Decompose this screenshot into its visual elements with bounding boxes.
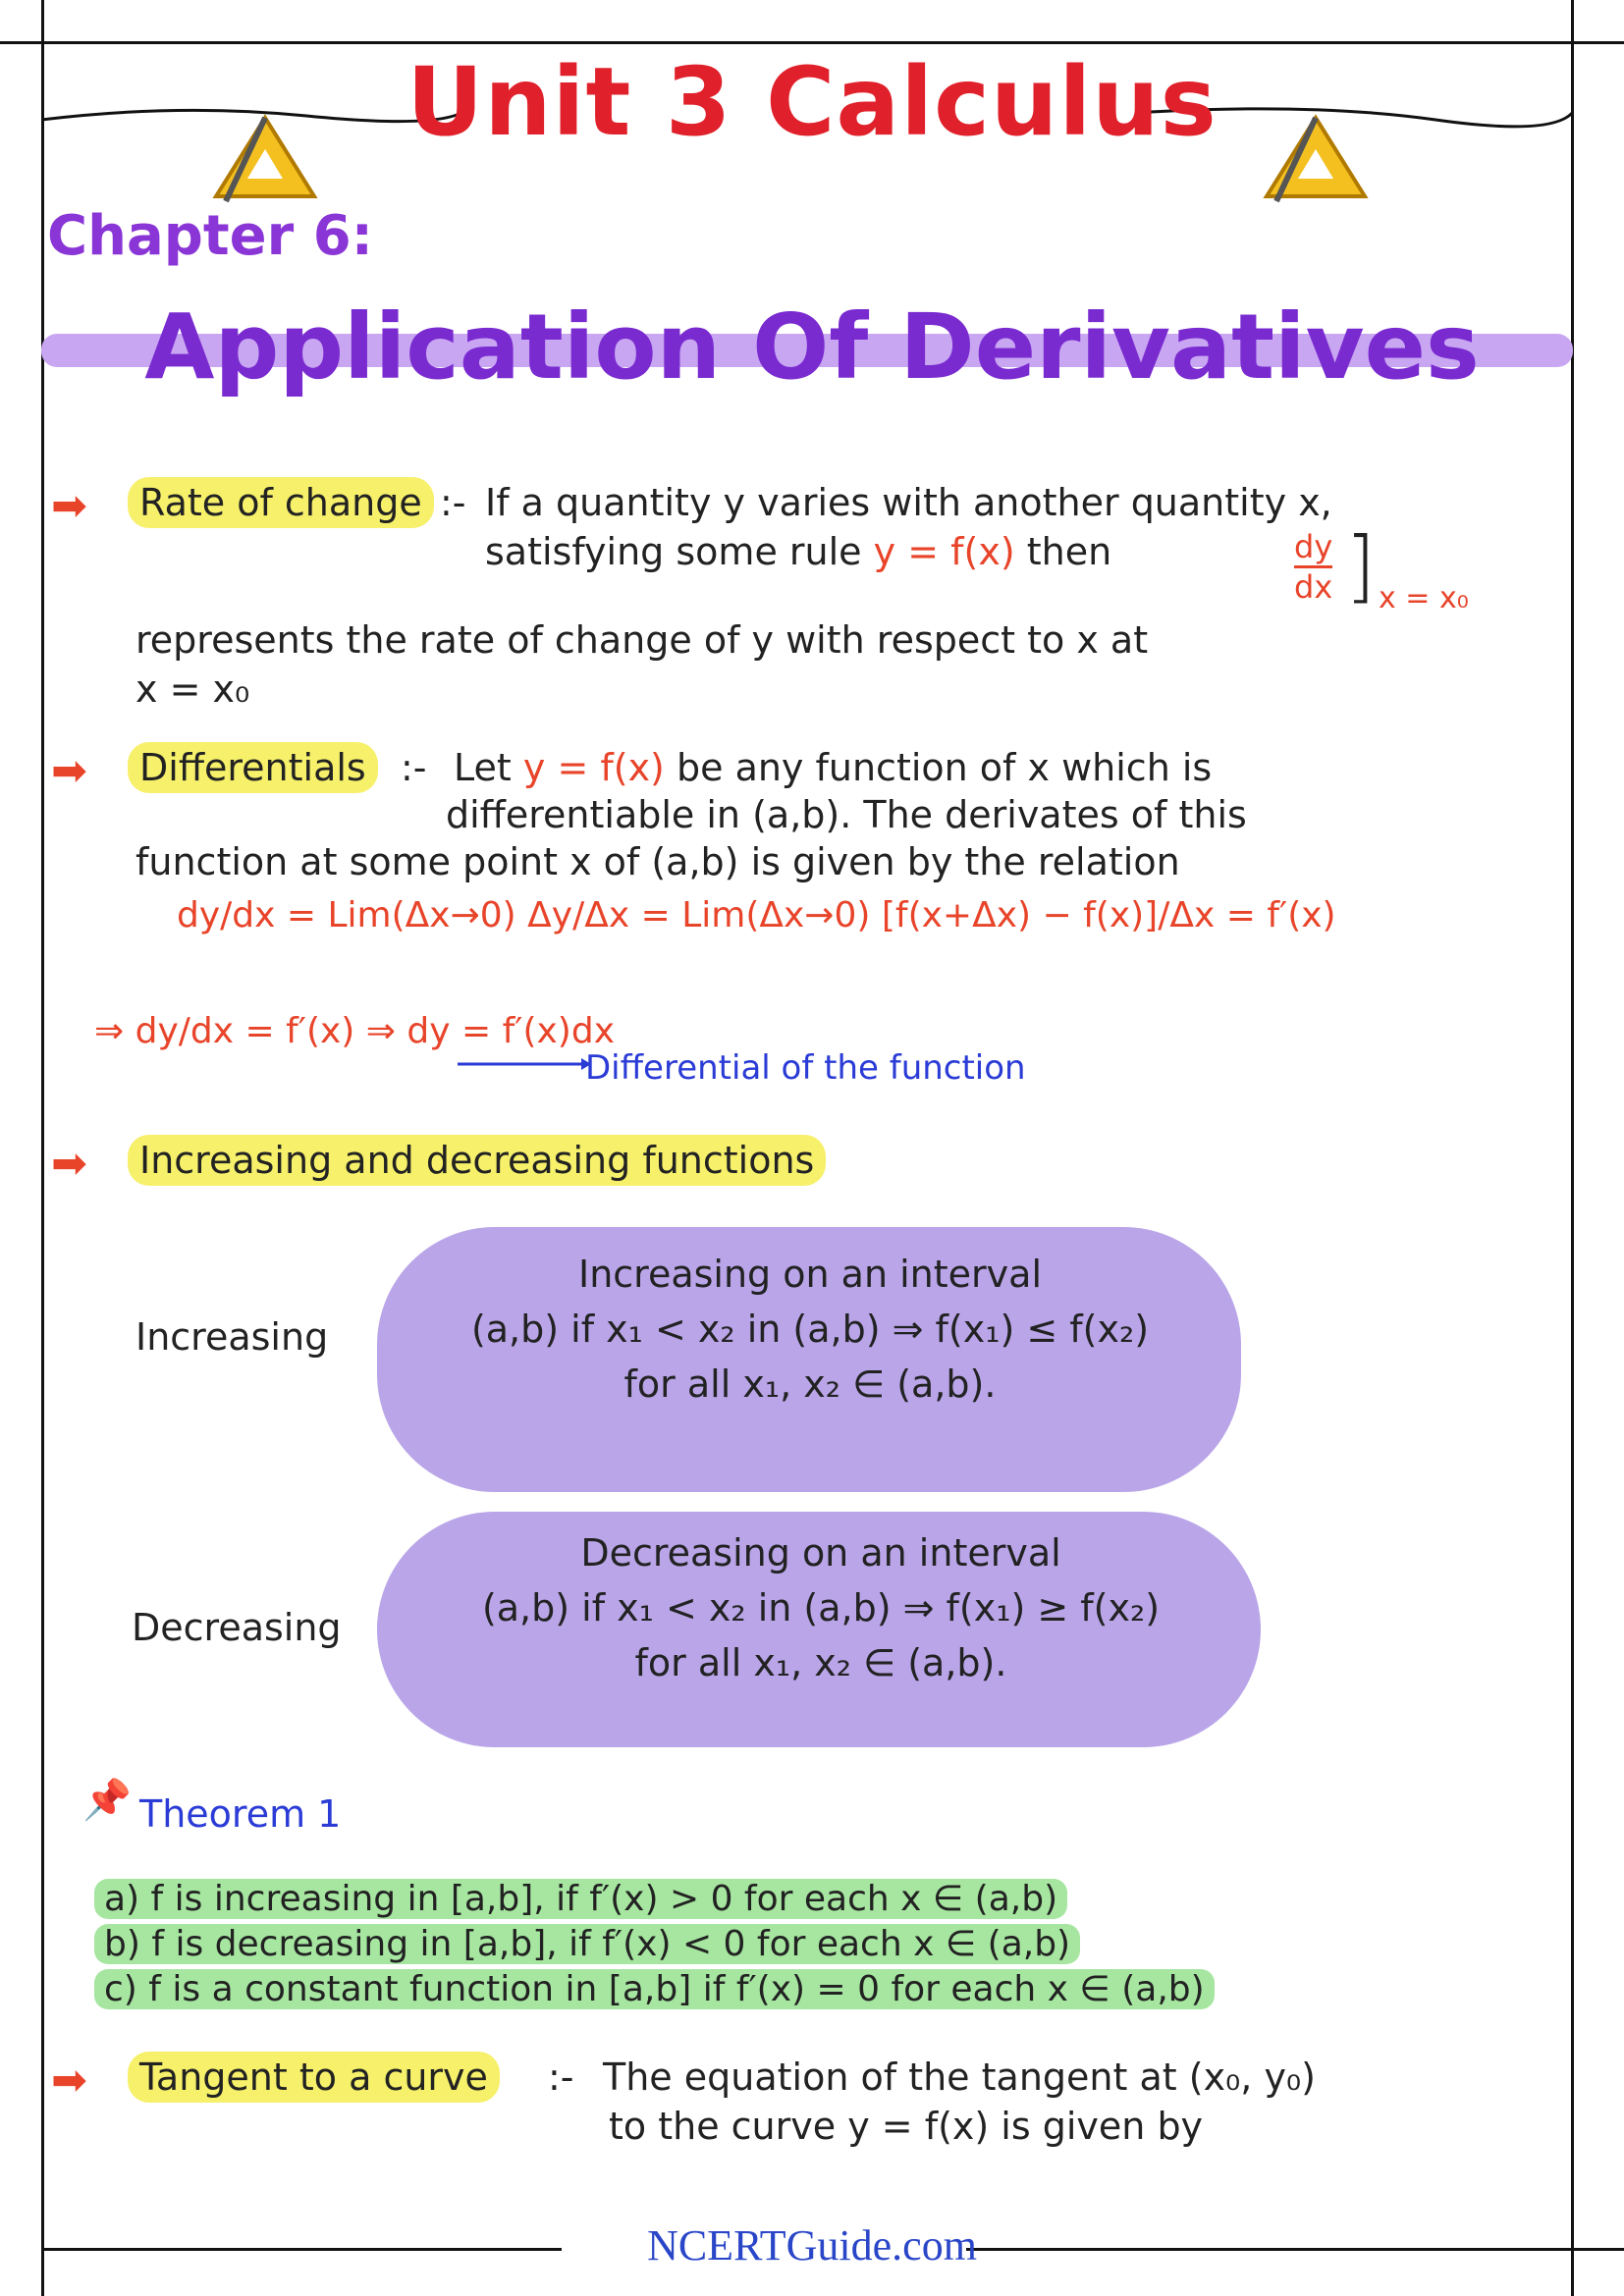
differentials-sep: :- bbox=[401, 746, 427, 789]
differential-note: Differential of the function bbox=[585, 1048, 1026, 1088]
chapter-subtitle: Application Of Derivatives bbox=[144, 294, 1480, 400]
page-border-top bbox=[0, 41, 1624, 44]
annotation-arrow bbox=[454, 1035, 591, 1074]
rate-of-change-line1: If a quantity y varies with another quantity x, bbox=[485, 481, 1332, 524]
inc-dec-heading: Increasing and decreasing functions bbox=[128, 1139, 826, 1182]
increasing-definition: Increasing on an interval (a,b) if x₁ < x₂ in (a,b) ⇒ f(x₁) ≤ f(x₂) for all x₁, x₂ ∈ (a,b). bbox=[470, 1253, 1150, 1406]
differentials-line2: differentiable in (a,b). The derivates of this bbox=[446, 793, 1247, 836]
theorem-item-c: c) f is a constant function in [a,b] if f′(x) = 0 for each x ∈ (a,b) bbox=[94, 1969, 1215, 2009]
theorem-item-b: b) f is decreasing in [a,b], if f′(x) < 0 for each x ∈ (a,b) bbox=[94, 1924, 1080, 1964]
tangent-sep: :- bbox=[548, 2056, 574, 2099]
differentials-heading: Differentials bbox=[128, 746, 378, 789]
differentials-line1: Let y = f(x) be any function of x which is bbox=[454, 746, 1213, 789]
rate-of-change-line4: x = x₀ bbox=[135, 667, 250, 711]
increasing-label: Increasing bbox=[135, 1315, 329, 1359]
differential-formula: ⇒ dy/dx = f′(x) ⇒ dy = f′(x)dx bbox=[94, 1011, 615, 1051]
rate-of-change-sep: :- bbox=[440, 481, 466, 524]
evaluation-bracket: ] bbox=[1345, 520, 1377, 612]
tangent-line1: The equation of the tangent at (x₀, y₀) bbox=[603, 2056, 1316, 2099]
page-title: Unit 3 Calculus bbox=[406, 47, 1218, 157]
derivative-evaluation-point: x = x₀ bbox=[1379, 581, 1469, 615]
footer-site-link[interactable]: NCERTGuide.com bbox=[647, 2221, 977, 2269]
derivative-limit-formula: dy/dx = Lim(Δx→0) Δy/Δx = Lim(Δx→0) [f(x+Δx) − f(x)]/Δx = f′(x) bbox=[177, 895, 1336, 935]
bullet-arrow-icon: ➡ bbox=[51, 481, 87, 531]
bullet-arrow-icon: ➡ bbox=[51, 2056, 87, 2106]
derivative-fraction: dy dx bbox=[1294, 528, 1333, 606]
theorem-title: Theorem 1 bbox=[139, 1792, 342, 1836]
bullet-arrow-icon: ➡ bbox=[51, 1139, 87, 1189]
bullet-arrow-icon: ➡ bbox=[51, 746, 87, 796]
pin-icon: 📌 bbox=[82, 1778, 132, 1823]
tangent-line2: to the curve y = f(x) is given by bbox=[609, 2105, 1204, 2148]
tangent-heading: Tangent to a curve bbox=[128, 2056, 500, 2099]
decreasing-label: Decreasing bbox=[132, 1606, 342, 1649]
rate-of-change-line2: satisfying some rule y = f(x) then bbox=[485, 530, 1112, 573]
chapter-label: Chapter 6: bbox=[47, 204, 374, 268]
rate-of-change-heading: Rate of change bbox=[128, 481, 434, 524]
rate-of-change-line3: represents the rate of change of y with respect to x at bbox=[135, 618, 1149, 662]
decreasing-definition: Decreasing on an interval (a,b) if x₁ < x₂ in (a,b) ⇒ f(x₁) ≥ f(x₂) for all x₁, x₂ ∈ (a,b). bbox=[481, 1531, 1161, 1684]
differentials-line3: function at some point x of (a,b) is given by the relation bbox=[135, 840, 1180, 883]
theorem-item-a: a) f is increasing in [a,b], if f′(x) > 0 for each x ∈ (a,b) bbox=[94, 1879, 1067, 1919]
